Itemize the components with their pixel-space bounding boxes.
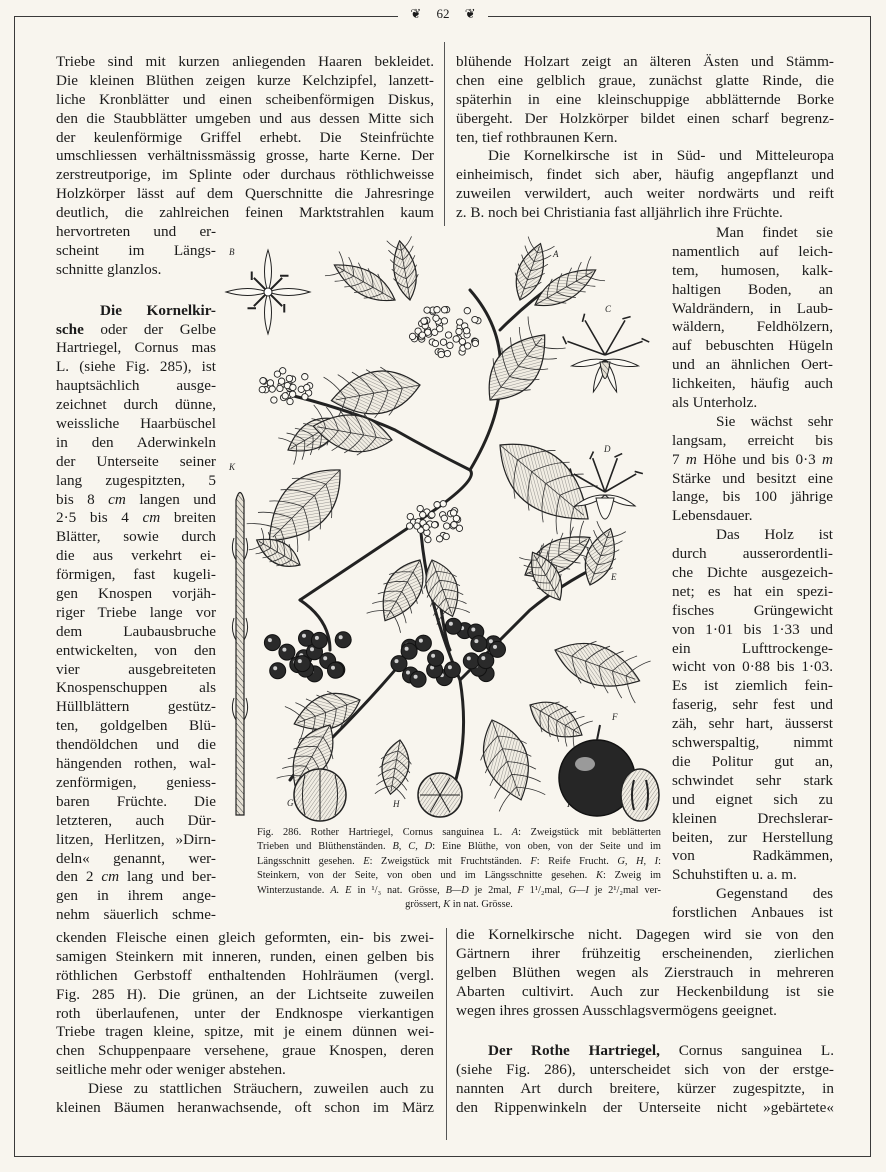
flower-bud — [443, 533, 449, 539]
italic-text: G, H, I — [617, 855, 659, 867]
text-line: nehm säuerlich schme- — [56, 906, 216, 924]
text-run: den 2 — [56, 868, 102, 886]
berry-highlight — [405, 647, 409, 651]
text-line: und an ähnlichen Oert- — [672, 356, 833, 374]
petal — [265, 292, 272, 334]
berry-highlight — [449, 622, 453, 626]
text-line: fisches Grüngewicht — [672, 601, 833, 619]
berry-highlight — [298, 659, 302, 663]
berry — [311, 632, 327, 648]
text-line: Holzkörper lässt auf dem Querschnitte die Jahresringe — [56, 185, 434, 203]
figure-label: G — [287, 798, 294, 808]
berry-highlight — [395, 659, 399, 663]
figure-label: B — [229, 247, 235, 257]
text-line: Stärke und besitzt eine — [672, 469, 833, 487]
text-line: röthlichen Gerbstoff enthaltenden Hohlräumen (vergl. — [56, 966, 434, 984]
flower-bud — [445, 332, 451, 338]
text-line: riger Triebe lange vor — [56, 603, 216, 621]
text-line: übergeht. Der Holzkörper bildet einen scharf begrenz- — [456, 109, 834, 127]
berry-highlight — [481, 656, 485, 660]
berry-highlight — [448, 665, 452, 669]
text-line: Diese zu stattlichen Sträuchern, zuweilen auch zu — [88, 1080, 434, 1098]
italic-text: K — [443, 898, 451, 910]
flower-bud — [464, 308, 470, 314]
flower-bud — [407, 513, 413, 519]
text-line: Waldrändern, in Laub- — [672, 299, 833, 317]
italic-text: A. E — [330, 884, 352, 896]
flower-bud — [441, 318, 447, 324]
flower-bud — [440, 339, 446, 345]
text-line: der keulenförmige Griffel erhebt. Die Steinfrüchte — [56, 128, 434, 146]
text-run: Winterzustande. — [257, 884, 331, 896]
text-line: z. B. noch bei Christiania fast alljährlich ihre Früchte. — [456, 204, 783, 222]
winter-twig — [236, 493, 244, 816]
text-line: faserig, sehr fest und — [672, 696, 833, 714]
flower-bud — [407, 523, 413, 529]
text-line: litzen, Herlitzen, »Dirn- — [56, 830, 216, 848]
italic-text: F — [517, 884, 524, 896]
text-run: : Zweig im — [602, 870, 661, 882]
petal — [226, 289, 268, 296]
flower-bud — [438, 351, 444, 357]
text-line: Die Kornelkirsche ist in Süd- und Mitteleuropa — [488, 147, 834, 165]
berry-highlight — [406, 671, 410, 675]
berry-highlight — [315, 636, 319, 640]
leaf — [547, 629, 650, 703]
text-line: (siehe Fig. 286), unterscheidet sich von der erstge- — [456, 1061, 834, 1079]
text-line: samigen Steinkern mit inneren, runden, einen gelben bis — [56, 947, 434, 965]
flower-bud — [440, 501, 446, 507]
text-line: in den Aderwinkeln — [56, 433, 216, 451]
flower-bud — [420, 512, 426, 518]
text-line: hauptsächlich ausge- — [56, 377, 216, 395]
text-line: wäldern, Feldhölzern, — [672, 318, 833, 336]
italic-text: m — [685, 450, 697, 468]
text-line: ten, goldgelben Blü- — [56, 717, 216, 735]
text-line: tem, humosen, kalk- — [672, 261, 833, 279]
berry-highlight — [489, 639, 493, 643]
text-line: kleinen Bäumen heranwachsende, oft schon im März — [56, 1099, 434, 1117]
text-line: von Radkämmen, — [672, 847, 833, 865]
flower-disk — [264, 288, 272, 296]
text-run: 7 — [672, 450, 686, 468]
text-run: 2·5 bis 4 — [56, 509, 143, 527]
text-line: thendöldchen und die — [56, 736, 216, 754]
text-run: : — [658, 855, 662, 867]
flower-bud — [409, 333, 415, 339]
italic-text: cm — [101, 868, 120, 886]
text-line: baren Früchte. Die — [56, 792, 216, 810]
berry — [410, 671, 426, 687]
leaf — [469, 712, 545, 812]
text-line: wegen ihres grossen Ausschlagsvermögens geeignet. — [456, 1001, 777, 1019]
text-line: kleinen Drechslerar- — [672, 809, 833, 827]
figure-label: F — [612, 712, 618, 722]
berry — [391, 656, 407, 672]
italic-text: cm — [142, 509, 161, 527]
text-line: namentlich auf leich- — [672, 242, 833, 260]
stem — [300, 290, 501, 600]
text-run: Trieben und Blüthenständen. — [257, 841, 393, 853]
text-line: als Unterholz. — [672, 394, 758, 412]
text-line: dem Laubausbruche — [56, 622, 216, 640]
flower-bud — [444, 523, 450, 529]
text-line: Gärtnern ihrer frühzeitig erscheinenden, zierlichen — [456, 944, 834, 962]
text-line: Die kleinen Blüthen zeigen kurze Kelchzipfel, lanzett- — [56, 71, 434, 89]
text-run: je 2mal, — [468, 884, 518, 896]
figure-label: D — [604, 444, 611, 454]
text-line: lange, bis 100 jährige — [672, 488, 833, 506]
text-line: chen eine gelblich graue, zunächst glatte Rinde, die — [456, 71, 834, 89]
text-line: lichkeiten, häufig auch — [672, 375, 833, 393]
figure-label: C — [605, 304, 612, 314]
flower-bud — [271, 397, 277, 403]
flower-bud — [433, 315, 439, 321]
berry-highlight — [282, 648, 286, 652]
flower-bud — [269, 386, 275, 392]
text-line: wicht von 0·88 bis 1·03. — [672, 658, 833, 676]
stamen — [588, 452, 608, 494]
flower-bud — [274, 371, 280, 377]
fruit-stalk — [597, 725, 600, 740]
text-line: Lebensdauer. — [672, 507, 753, 525]
text-run: : Zweigstück mit beblätterten — [518, 827, 661, 838]
text-line: forstlichen Anbaues ist — [672, 904, 833, 922]
berry — [335, 632, 351, 648]
flower-bud — [425, 536, 431, 542]
flower-bud — [453, 336, 459, 342]
text-line: Gegenstand des — [716, 885, 833, 903]
text-line: den Rippenwinkeln der Unterseite nicht »gebärtete« — [456, 1099, 834, 1117]
leaf — [367, 550, 437, 633]
text-run: : Eine Blüthe, von oben, von der Seite und im — [432, 841, 661, 853]
text-line: ein Lufttrockenge- — [672, 639, 833, 657]
flower-bud — [302, 374, 308, 380]
leaf — [480, 421, 612, 546]
text-run: breiten — [160, 509, 217, 527]
flower-bud — [437, 326, 443, 332]
flower-bud — [444, 350, 450, 356]
berry-highlight — [414, 675, 418, 679]
text-line: Schuhstiften u. a. m. — [672, 866, 797, 884]
berry-highlight — [493, 645, 497, 649]
text-line: schwerspaltig, nimmt — [672, 734, 833, 752]
text-line: chen Schuppenpaare versehene, graue Knospen, deren — [56, 1042, 434, 1060]
text-line: lang zugespitzten, 5 — [56, 471, 216, 489]
text-line: durch ausserordentli- — [672, 545, 833, 563]
text-line: gen in ihrem ange- — [56, 887, 216, 905]
text-run: in ¹/₃ nat. Grösse, — [351, 884, 446, 896]
text-line: schnitte glanzlos. — [56, 260, 162, 278]
flower-bud — [282, 393, 288, 399]
berry — [264, 635, 280, 651]
flower-bud — [463, 328, 469, 334]
leaf-vein — [547, 629, 650, 703]
text-line: ckenden Fleische einen gleich geformten, ein- bis zwei- — [56, 929, 434, 946]
text-line: einheimisch, findet sich aber, häufig angepflanzt und — [456, 166, 834, 184]
text-line: net; es hat ein spezi- — [672, 582, 833, 600]
ornament-icon: ❦ — [404, 6, 427, 21]
italic-text: m — [822, 450, 834, 468]
text-line: Abarten cultivirt. Auch zur Heckenbildung ist sie — [456, 982, 834, 1000]
bold-text: sche — [56, 320, 84, 338]
flower-bud — [465, 343, 471, 349]
text-run: Fig. 286. Rother Hartriegel, Cornus sanguinea L. — [257, 827, 512, 838]
fruit-highlight — [575, 757, 595, 771]
figure-label: K — [229, 462, 236, 472]
flower-bud — [450, 510, 456, 516]
berry — [294, 656, 310, 672]
berry-highlight — [302, 634, 306, 638]
flower-bud — [278, 378, 284, 384]
leaf — [375, 737, 415, 799]
figure-label: H — [393, 799, 400, 809]
berry — [463, 653, 479, 669]
flower-bud — [429, 512, 435, 518]
text-line: zenförmigen, geniess- — [56, 773, 216, 791]
berry-highlight — [474, 639, 478, 643]
text-line: langsam, erreicht bis — [672, 431, 833, 449]
leaf-vein — [367, 550, 437, 633]
bold-text: Die Kornelkir- — [100, 301, 216, 319]
text-line: hängenden rothen, wal- — [56, 755, 216, 773]
text-line: förmigen, fast kugeli- — [56, 566, 216, 584]
petal — [265, 250, 272, 292]
text-line: auf bebuschten Hügeln — [672, 337, 833, 355]
italic-text: F — [530, 855, 537, 867]
text-line: und eignet sich zu — [672, 790, 833, 808]
text-line: die aus verkehrt ei- — [56, 547, 216, 565]
text-line: Blätter, sowie durch — [56, 528, 216, 546]
text-line: zäh, sehr hart, äusserst — [672, 715, 833, 733]
flower-bud — [259, 386, 265, 392]
text-run: Längsschnitt gesehen. — [257, 855, 364, 867]
text-line: von 1·01 bis 1·33 und — [672, 620, 833, 638]
flower-bud — [289, 391, 295, 397]
text-line: roth überlaufenen, unter der Endknospe vierkantigen — [56, 1004, 434, 1022]
italic-text: B—D — [445, 884, 469, 896]
text-line: Hüllblättern gestütz- — [56, 698, 216, 716]
text-line: umschliessen verhältnissmässig grosse, harte Kerne. Der — [56, 147, 434, 165]
flower-bud — [456, 525, 462, 531]
text-line: weissliche Haarbüschel — [56, 415, 216, 433]
flower-bud — [304, 384, 310, 390]
text-run: Steinkern, von der Seite, von oben und im Längsschnitte gesehen. — [257, 870, 596, 882]
flower-bud — [459, 338, 465, 344]
flower-bud — [457, 319, 463, 325]
text-line: che Dichte ausgezeich- — [672, 564, 833, 582]
flower-bud — [441, 515, 447, 521]
leaf-vein — [469, 712, 545, 812]
text-run: Cornus sanguinea L. — [659, 1042, 834, 1060]
text-line: zuweilen verwildert, auch weiter nordwärts und reift — [456, 185, 834, 203]
text-line: die Politur gut an, — [672, 752, 833, 770]
text-line: Triebe tragen kleine, spitze, mit je einem dünnen wei- — [56, 1023, 434, 1041]
flower-bud — [447, 342, 453, 348]
flower-bud — [434, 502, 440, 508]
text-run: bis 8 — [56, 490, 109, 508]
flower-bud — [419, 332, 425, 338]
berry — [328, 662, 344, 678]
berry-highlight — [339, 635, 343, 639]
flower-bud — [287, 398, 293, 404]
text-run: je 2¹/₂mal ver- — [588, 884, 661, 896]
text-run: langen und — [125, 490, 216, 508]
italic-text: A — [511, 827, 519, 838]
flower-bud — [472, 340, 478, 346]
berry-highlight — [467, 656, 471, 660]
text-line: zeichnet durch dünne, — [56, 396, 216, 414]
text-line: ten, tief rothbraunen Kern. — [456, 128, 618, 146]
figure-label: E — [611, 572, 617, 582]
text-run: : Zweigstück mit Fruchtständen. — [369, 855, 531, 867]
text-line: Sie wächst sehr — [716, 412, 833, 430]
text-line: schwindet sehr stark — [672, 771, 833, 789]
italic-text: K — [596, 870, 603, 882]
text-run: grössert, — [405, 898, 444, 910]
berry — [428, 650, 444, 666]
text-line: Triebe sind mit kurzen anliegenden Haaren bekleidet. — [56, 53, 434, 70]
text-run: in nat. Grösse. — [450, 898, 513, 910]
text-line: haltigen Boden, an — [672, 280, 833, 298]
leaf — [387, 236, 423, 302]
berry — [270, 663, 286, 679]
leaf-vein — [471, 317, 565, 416]
text-line: vier ausgebreiteten — [56, 660, 216, 678]
figure-label: A — [553, 249, 559, 259]
text-line: blühende Holzart zeigt an älteren Ästen und Stämm- — [456, 53, 834, 70]
berry — [279, 644, 295, 660]
page-number: 62 — [431, 6, 456, 21]
flower-bud — [472, 316, 478, 322]
flower-bud — [424, 307, 430, 313]
flower-bud — [302, 394, 308, 400]
flower-bud — [423, 524, 429, 530]
text-line: nannten Art durch breitere, kürzer zugespitzte, in — [456, 1080, 834, 1098]
berry — [415, 635, 431, 651]
italic-text: G—I — [568, 884, 589, 896]
flower-bud — [414, 523, 420, 529]
berry — [471, 636, 487, 652]
flower-section — [596, 498, 614, 519]
text-line: Hartriegel, Cornus mas — [56, 339, 216, 357]
stamen — [604, 336, 649, 357]
berry-highlight — [268, 638, 272, 642]
text-run: lang und ber- — [119, 868, 217, 886]
leaf-vein — [480, 421, 612, 546]
text-line: Man findet sie — [716, 224, 833, 241]
text-line: beiten, zur Herstellung — [672, 828, 833, 846]
berry — [478, 653, 494, 669]
leaf — [521, 690, 593, 752]
leaf — [471, 317, 565, 416]
leaf-vein — [521, 690, 593, 752]
flower-bud — [441, 307, 447, 313]
berry-highlight — [471, 628, 475, 632]
flower-bud — [277, 385, 283, 391]
flower-bud — [436, 536, 442, 542]
berry-highlight — [310, 647, 314, 651]
berry — [445, 618, 461, 634]
bold-text: Der Rothe Hartriegel, — [488, 1042, 660, 1060]
text-line: die Kornelkirsche nicht. Dagegen wird sie von den — [456, 926, 834, 943]
text-line: Knospenschuppen als — [56, 679, 216, 697]
flower-bud — [286, 375, 292, 381]
text-line: Es ist ziemlich fein- — [672, 677, 833, 695]
text-line: L. (siehe Fig. 285), ist — [56, 358, 216, 376]
flower-bud — [417, 505, 423, 511]
text-line: liche Kronblätter und einen scheibenförmigen Diskus, — [56, 90, 434, 108]
text-run: Höhe und bis 0·3 — [696, 450, 823, 468]
text-run: 1¹/₂mal, — [523, 884, 569, 896]
flower-bud — [432, 522, 438, 528]
text-run: oder der Gelbe — [83, 320, 216, 338]
berry-highlight — [431, 654, 435, 658]
text-line: deutlich, die zahlreichen feinen Marktstrahlen kaum — [56, 204, 434, 222]
flower-bud — [267, 380, 273, 386]
italic-text: B, C, D — [392, 841, 433, 853]
stone-section — [621, 769, 659, 821]
italic-text: E — [363, 855, 370, 867]
petal — [268, 289, 310, 296]
stamen — [602, 452, 622, 494]
flower-bud — [432, 340, 438, 346]
text-line: zerstreutporige, im Splinte oder durchaus röthlichweisse — [56, 166, 434, 184]
berry — [444, 662, 460, 678]
ornament-icon: ❦ — [459, 6, 482, 21]
flower-bud — [434, 307, 440, 313]
berry-highlight — [331, 666, 335, 670]
text-line: deln« genannt, wer- — [56, 849, 216, 867]
text-line: letzteren, auch Dür- — [56, 811, 216, 829]
text-line: späterhin in eine kleinschuppige abblätternde Borke — [456, 90, 834, 108]
text-line: gen Knospen vorjäh- — [56, 585, 216, 603]
flower-bud — [456, 328, 462, 334]
figure-label: I — [567, 799, 570, 809]
text-line: Fig. 285 H). Die grünen, an der Lichtseite zuweilen — [56, 985, 434, 1003]
flower-bud — [421, 318, 427, 324]
italic-text: cm — [108, 490, 126, 508]
text-line: entwickelten, von den — [56, 641, 216, 659]
flower-bud — [290, 384, 296, 390]
text-line: scheint im Längs- — [56, 241, 216, 259]
text-line: den die Staubblätter umgeben und aus dessen Mitte sich — [56, 109, 434, 127]
text-run: : Reife Frucht. — [536, 855, 618, 867]
flower-bud — [260, 378, 266, 384]
text-line: seitliche mehr oder weniger abstehen. — [56, 1061, 286, 1079]
text-line: hervortreten und er- — [56, 223, 216, 240]
text-line: Das Holz ist — [716, 526, 833, 544]
berry-highlight — [419, 639, 423, 643]
text-line: der Unterseite seiner — [56, 452, 216, 470]
berry-highlight — [273, 666, 277, 670]
text-line: gelben Blüthen wegen als Zierstrauch in mehreren — [456, 963, 834, 981]
stamen — [561, 336, 606, 357]
berry-highlight — [323, 656, 327, 660]
